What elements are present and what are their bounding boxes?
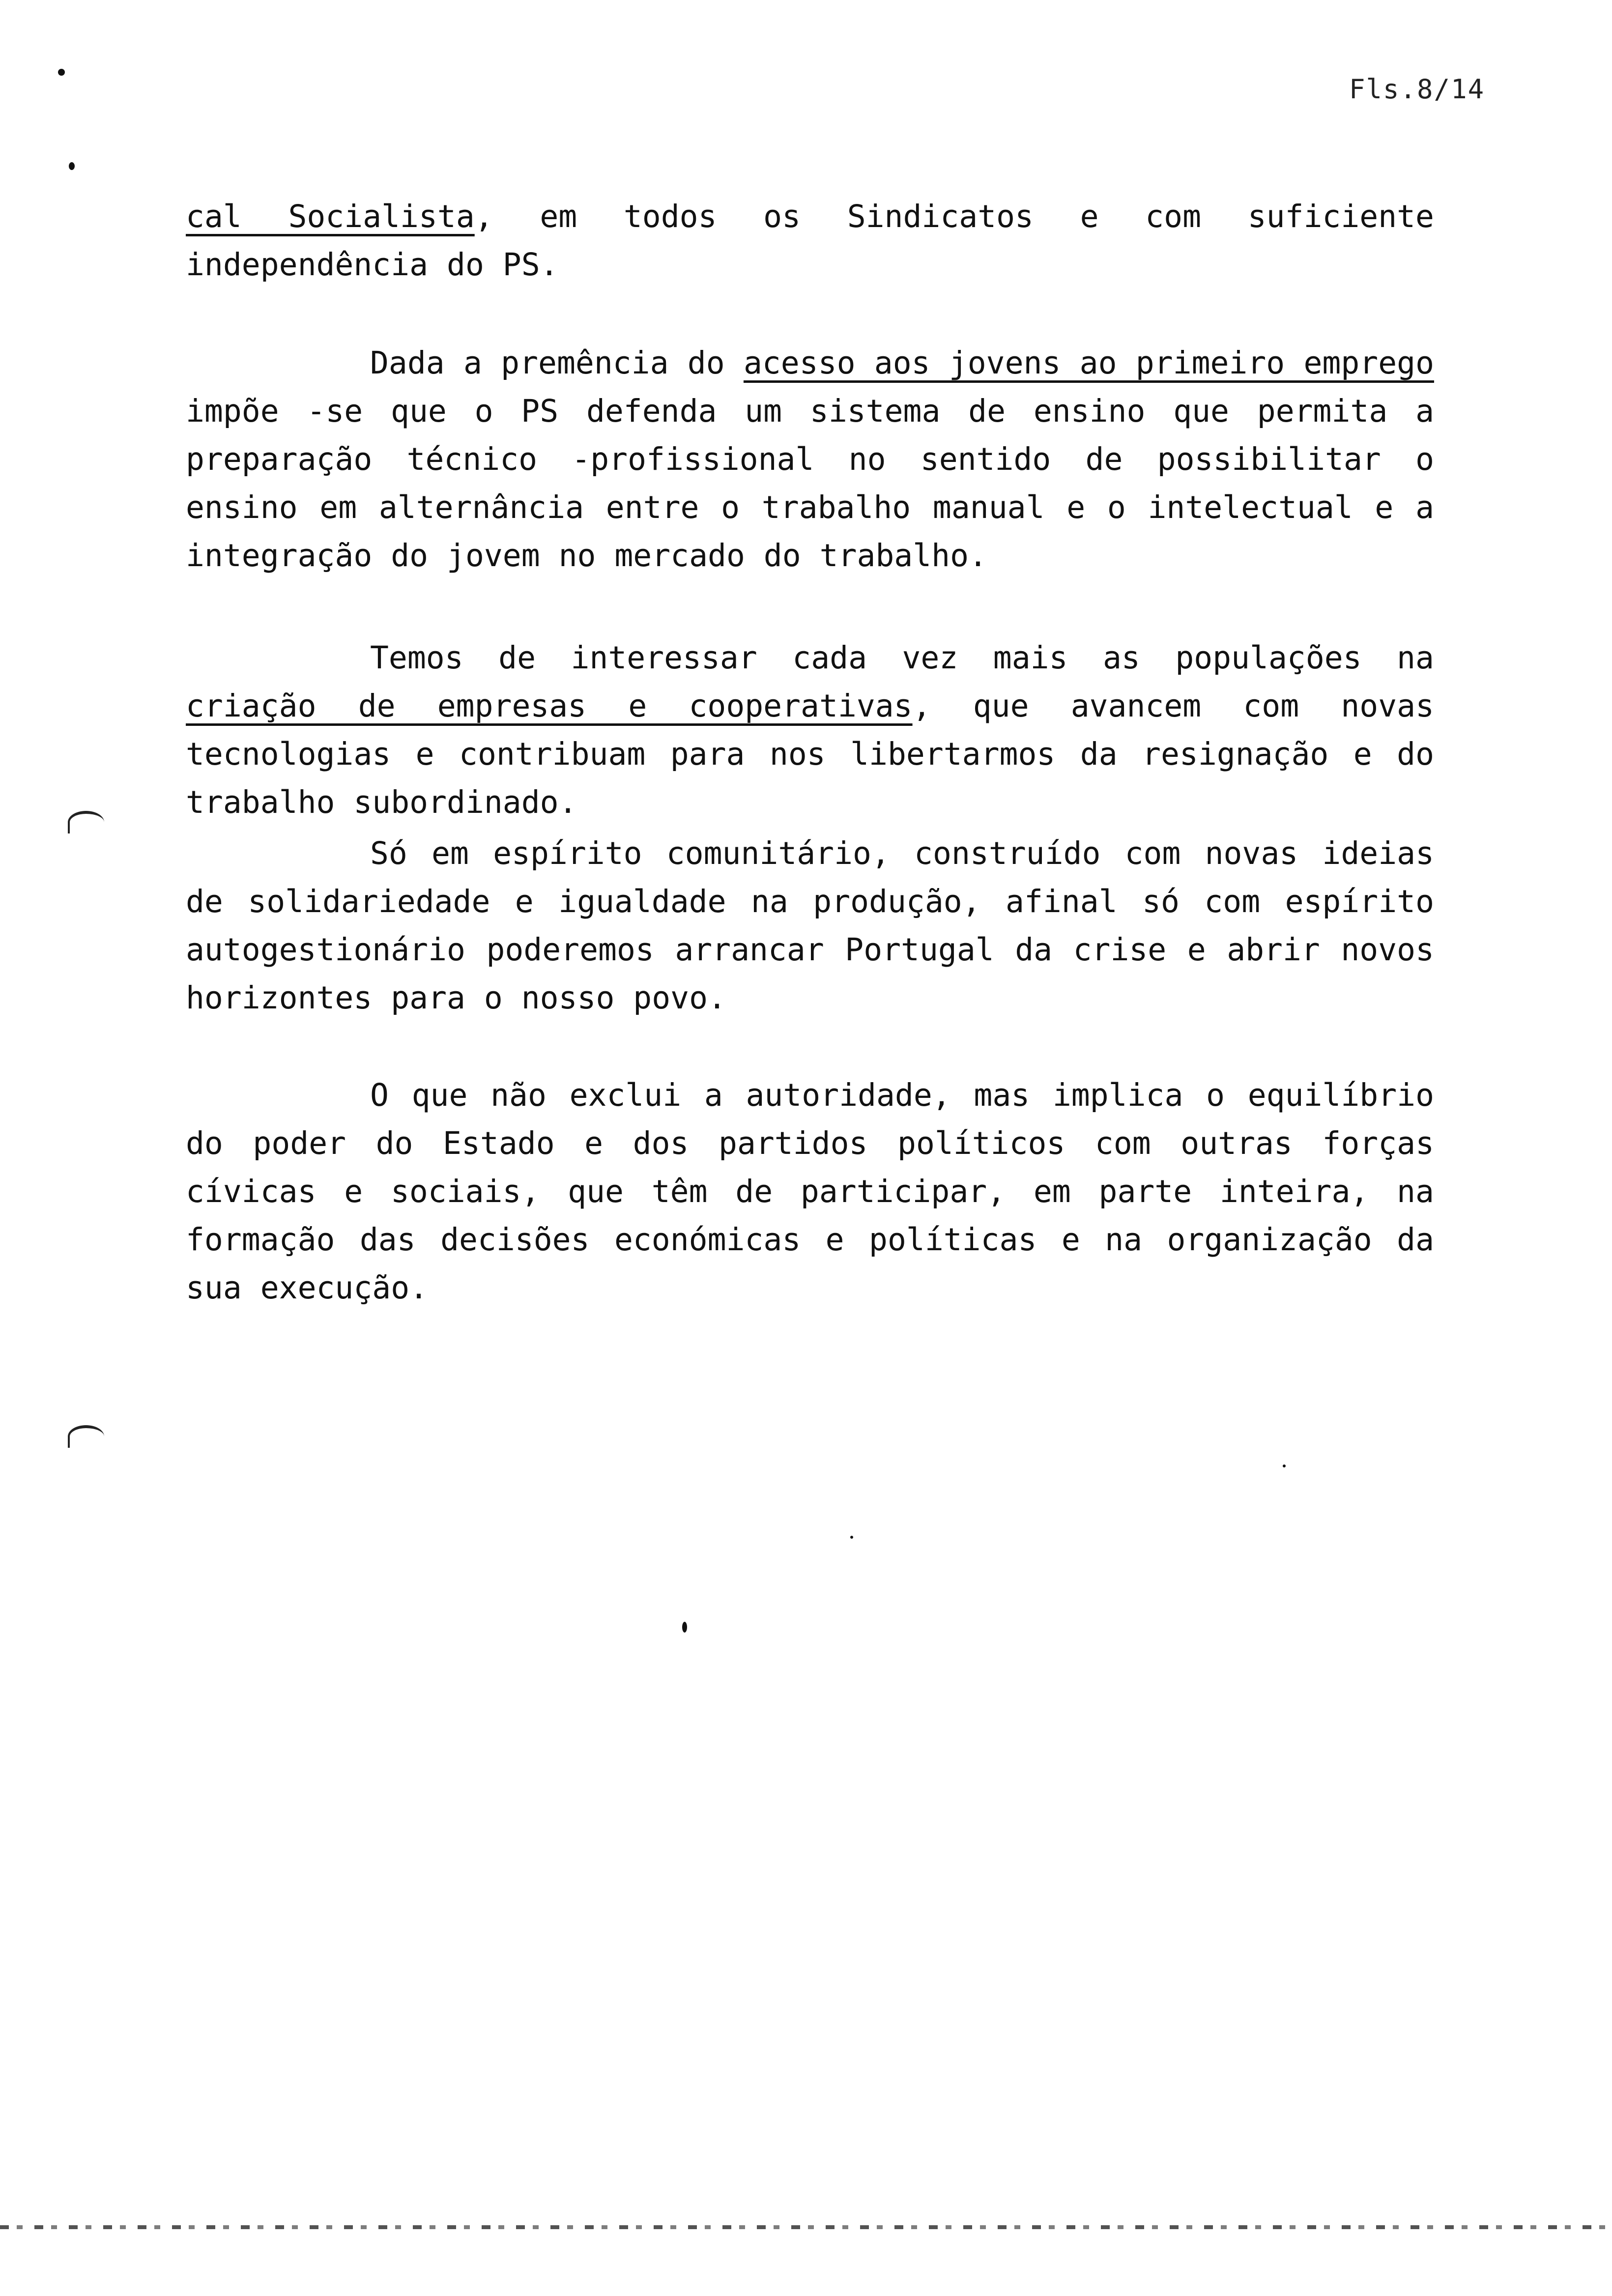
scan-speck xyxy=(682,1622,687,1633)
paragraph-community-spirit xyxy=(186,830,1434,1022)
paragraph-authority xyxy=(186,1071,1434,1312)
paragraph-text: , que avancem com novas tecnologias e contribuam para nos libertarmos da resignação e do trabalho subordinado. xyxy=(186,688,1434,820)
underlined-phrase: acesso aos jovens ao primeiro emprego xyxy=(743,345,1434,381)
paragraph-text: impõe -se que o PS defenda um sistema de ensino que permita a preparação técnico -profissional no sentido de possibilitar o ensino em alternância entre o trabalho manual e o intelectual e a integração do jovem no mercado do trabalho. xyxy=(186,393,1434,574)
underlined-phrase: cal Socialista xyxy=(186,199,475,234)
scan-speck xyxy=(69,162,75,170)
paragraph-text: Só em espírito comunitário, construído com novas ideias de solidariedade e igualdade na produção, afinal só com espírito autogestionário poderemos arrancar Portugal da crise e abrir novos horizontes para o nosso povo. xyxy=(186,835,1434,1016)
scan-speck xyxy=(850,1536,853,1539)
scan-mark xyxy=(68,811,104,833)
paragraph-first-job xyxy=(186,339,1434,580)
paragraph-text: Dada a premência do xyxy=(370,345,744,381)
paragraph-text: Temos de interessar cada vez mais as populações na xyxy=(370,640,1434,676)
paragraph-text: O que não exclui a autoridade, mas implica o equilíbrio do poder do Estado e dos partidos políticos com outras forças cívicas e sociais, que têm de participar, em parte inteira, na formação das decisões económicas e políticas e na organização da sua execução. xyxy=(186,1077,1434,1306)
paragraph-text: , em todos os Sindicatos e com suficiente independência do PS. xyxy=(186,199,1434,283)
scan-speck xyxy=(58,69,65,76)
page-number: Fls.8/14 xyxy=(1349,74,1485,105)
underlined-phrase: criação de empresas e cooperativas xyxy=(186,688,913,724)
scan-speck xyxy=(1283,1464,1286,1467)
scan-edge-streak xyxy=(0,2225,1612,2229)
paragraph-cooperatives xyxy=(186,634,1434,827)
scan-mark xyxy=(68,1425,104,1448)
paragraph-continuation xyxy=(186,193,1434,289)
